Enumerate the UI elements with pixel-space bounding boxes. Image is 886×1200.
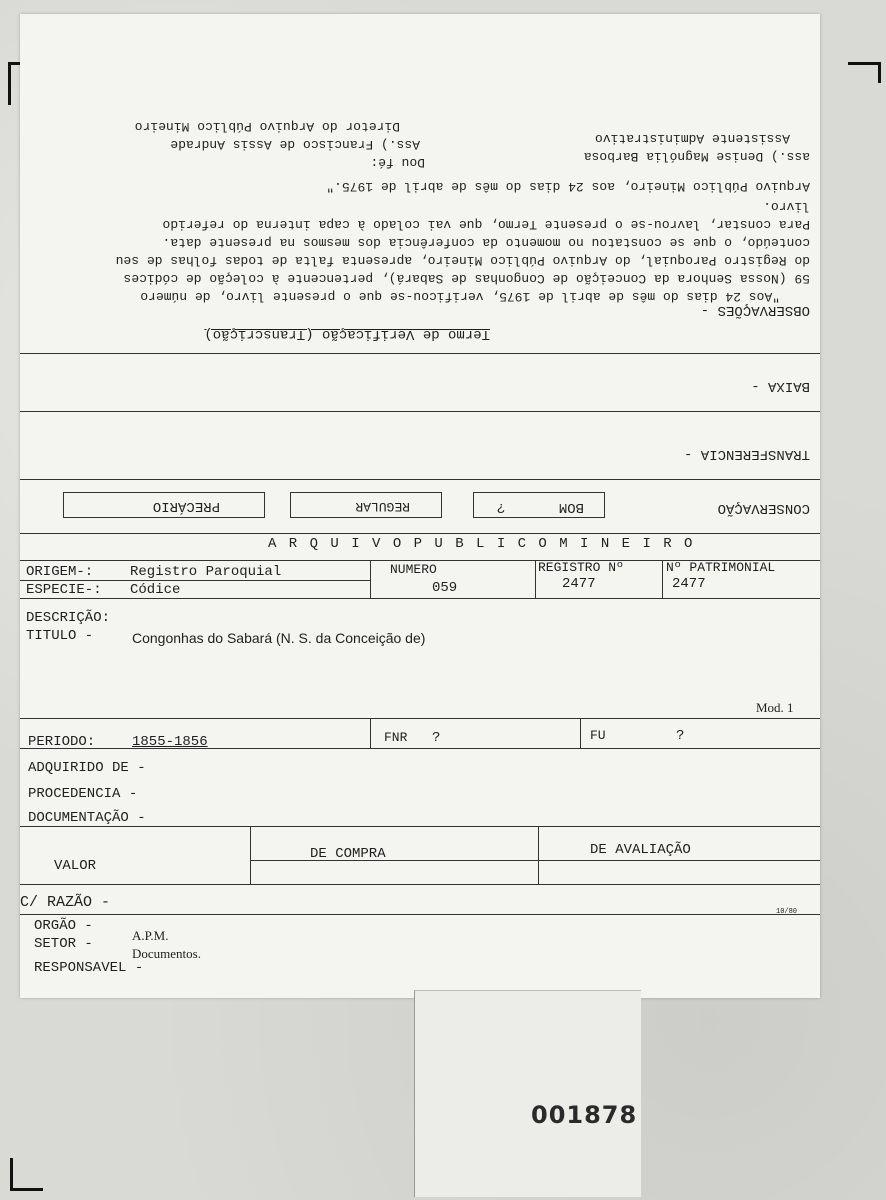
orgao-value: A.P.M. [132, 928, 169, 943]
obs-line-3: do Registro Paroquial, do Arquivo Público Mineiro, apresenta falta de todas folhas de seu [115, 253, 810, 268]
divider [20, 748, 820, 749]
origem-label: ORIGEM-: [26, 564, 94, 580]
divider [20, 479, 820, 480]
signature-left-name: ass.) Denise Magnólia Barbosa [583, 149, 810, 164]
divider [20, 914, 820, 915]
titulo-label: TITULO - [26, 628, 94, 644]
de-compra-label: DE COMPRA [310, 846, 386, 862]
numero-label: NUMERO [390, 562, 437, 577]
periodo-value: 1855-1856 [132, 734, 208, 750]
archive-header: A R Q U I V O P U B L I C O M I N E I R O [268, 536, 695, 552]
fnr-label: FNR [384, 730, 408, 745]
orgao-label: ORGÃO - [34, 918, 93, 934]
divider [662, 560, 663, 598]
catalog-card [20, 14, 820, 998]
obs-line-5: Para constar, lavrou-se o presente Termo, que vai colado à capa interna do referido [162, 217, 810, 232]
razao-label: C/ RAZÃO - [20, 894, 111, 911]
obs-line-2: 59 (Nossa Senhora da Conceição de Congonhas de Sabará), pertencente à coleção de códices [123, 271, 810, 286]
conservacao-label: CONSERVAÇÃO [717, 500, 810, 516]
stamp-number: 001878 [531, 1101, 638, 1129]
divider [20, 411, 820, 412]
procedencia-label: PROCEDENCIA - [28, 786, 138, 802]
signature-right-title: Diretor do Arquivo Público Mineiro [134, 119, 400, 134]
termo-title: Termo de Verificação (Transcrição) [204, 326, 490, 342]
de-avaliacao-label: DE AVALIAÇÃO [590, 842, 691, 858]
archive-stamp-slip [414, 990, 641, 1197]
patrimonial-label: Nº PATRIMONIAL [666, 560, 776, 575]
divider [20, 533, 820, 534]
observacoes-label: OBSERVAÇÕES - [700, 302, 810, 318]
bom-box [473, 492, 605, 518]
divider [20, 884, 820, 885]
fu-value: ? [676, 728, 685, 744]
divider [580, 718, 581, 748]
setor-label: SETOR - [34, 936, 93, 952]
dou-fe-label: Dou fé: [370, 155, 425, 170]
divider [370, 560, 371, 598]
bom-value: ? [496, 499, 505, 515]
inverted-section [20, 14, 820, 544]
divider [20, 353, 820, 354]
obs-line-4: conteúdo, o que se constatou no momento da conferência dos mesmos na presente data. [162, 235, 810, 250]
transferencia-label: TRANSFERENCIA - [683, 446, 810, 462]
divider [20, 718, 820, 719]
obs-line-1: "Aos 24 dias do mês de abril de 1975, verificou-se que o presente livro, de número [140, 289, 780, 304]
periodo-label: PERIODO: [28, 734, 96, 750]
titulo-value: Congonhas do Sabará (N. S. da Conceição de) [132, 630, 426, 646]
documentacao-label: DOCUMENTAÇÃO - [28, 810, 146, 826]
responsavel-label: RESPONSAVEL - [34, 960, 144, 976]
divider [370, 718, 371, 748]
precario-label: PRECÁRIO [152, 498, 220, 514]
adquirido-label: ADQUIRIDO DE - [28, 760, 146, 776]
tiny-mark: 10/80 [776, 908, 798, 916]
valor-label: VALOR [54, 858, 97, 874]
baixa-label: BAIXA - [751, 378, 810, 394]
descricao-label: DESCRIÇÃO: [26, 610, 111, 626]
divider [20, 580, 370, 581]
numero-value: 059 [432, 580, 458, 596]
divider [535, 560, 536, 598]
patrimonial-value: 2477 [672, 576, 706, 592]
crop-mark-top-right [848, 62, 881, 83]
registro-value: 2477 [562, 576, 596, 592]
registro-label: REGISTRO Nº [538, 560, 624, 575]
setor-value: Documentos. [132, 946, 201, 961]
crop-mark-bottom-left [10, 1158, 43, 1191]
signature-right-name: Ass.) Francisco de Assis Andrade [170, 137, 420, 152]
origem-value: Registro Paroquial [130, 564, 282, 580]
signature-left-title: Assistente Administrativo [594, 131, 790, 146]
fu-label: FU [590, 728, 606, 743]
bom-label: BOM [558, 499, 584, 515]
divider [20, 826, 820, 827]
fnr-value: ? [432, 730, 441, 746]
divider [538, 826, 539, 884]
especie-label: ESPECIE-: [26, 582, 102, 598]
regular-label: REGULAR [355, 499, 410, 514]
obs-line-7: Arquivo Público Mineiro, aos 24 dias do mês de abril de 1975." [326, 179, 810, 194]
obs-line-6: livro. [763, 199, 810, 214]
especie-value: Códice [130, 582, 181, 598]
mod-label: Mod. 1 [756, 700, 794, 715]
divider [20, 598, 820, 599]
divider [250, 826, 251, 884]
